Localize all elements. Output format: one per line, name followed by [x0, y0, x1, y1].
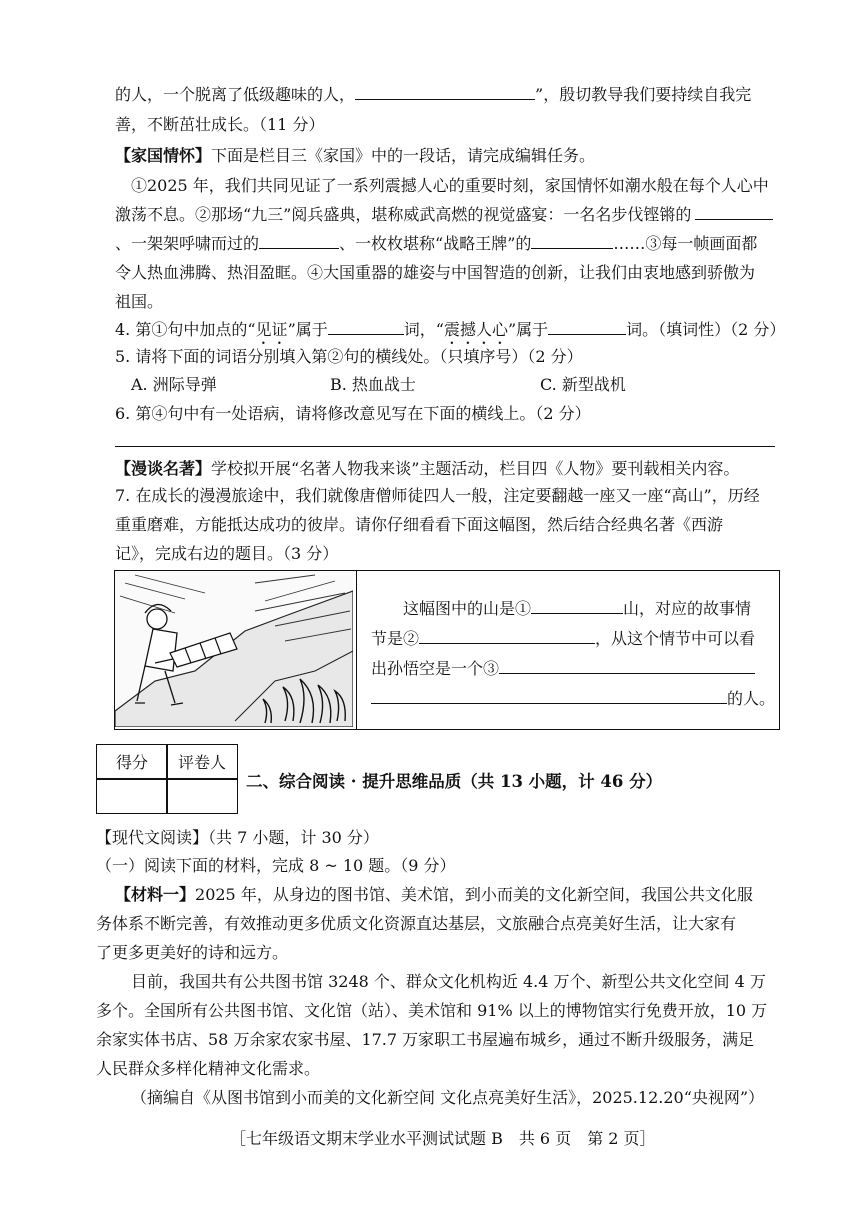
section-lead: 下面是栏目三《家国》中的一段话，请完成编辑任务。 — [211, 146, 596, 165]
para-text: 、一枚枚堪称“战略王牌”的 — [339, 234, 532, 253]
answer-blank[interactable] — [548, 318, 626, 335]
material-1-line-7: 人民群众多样化精神文化需求。 — [96, 1059, 321, 1078]
intro-line-2: 善，不断茁壮成长。（11 分） — [115, 115, 325, 134]
box-line-2 — [371, 627, 755, 651]
q-text: 词。（填词性）（2 分） — [626, 320, 786, 339]
answer-blank-2[interactable] — [419, 627, 595, 644]
question-7-line-3: 记》，完成右边的题目。（3 分） — [115, 544, 339, 563]
para-text: ……③每一帧画面都 — [613, 234, 758, 253]
material-1-source: （摘编自《从图书馆到小而美的文化新空间 文化点亮美好生活》，2025.12.20“央视网”） — [131, 1088, 765, 1107]
option-a: A. 洲际导弹 — [131, 375, 217, 394]
intro-text: ”，殷切教导我们要持续自我完 — [535, 85, 752, 104]
question-6: 6. 第④句中有一处语病，请将修改意见写在下面的横线上。（2 分） — [115, 404, 591, 423]
answer-blank-3[interactable] — [499, 657, 755, 674]
material-text: 2025 年，从身边的图书馆、美术馆，到小而美的文化新空间，我国公共文化服 — [195, 885, 753, 904]
q-text: 词，“ — [403, 320, 444, 339]
answer-blank[interactable] — [695, 203, 773, 220]
dotted-word: 震撼人心 — [443, 320, 508, 339]
jiaguo-para-1: ①2025 年，我们共同见证了一系列震撼人心的重要时刻，家国情怀如潮水般在每个人心中 — [131, 176, 769, 195]
q-text: 4. 第①句中加点的“ — [115, 320, 256, 339]
mantan-header — [115, 457, 739, 481]
material-1-line-6: 余家实体书店、58 万余家农家书屋、17.7 万家职工书屋遍布城乡，通过不断升级服务，满足 — [96, 1030, 755, 1049]
box-text: 山，对应的故事情 — [623, 599, 752, 618]
dotted-word: 见证 — [255, 320, 288, 339]
answer-blank-1[interactable] — [531, 597, 623, 614]
modern-reading-heading: 【现代文阅读】（共 7 小题，计 30 分） — [96, 828, 379, 847]
option-b: B. 热血战士 — [330, 375, 416, 394]
question-7-line-1: 7. 在成长的漫漫旅途中，我们就像唐僧师徒四人一般，注定要翻越一座又一座“高山”，历经 — [115, 486, 760, 505]
jiaguo-para-4: 令人热血沸腾、热泪盈眶。④大国重器的雄姿与中国智造的创新，让我们由衷地感到骄傲为 — [115, 263, 756, 282]
para-text: 、一架架呼啸而过的 — [115, 234, 260, 253]
section-2-title: 二、综合阅读 · 提升思维品质（共 13 小题，计 46 分） — [246, 772, 663, 791]
answer-blank-3-cont[interactable] — [371, 687, 727, 704]
page-footer: ［七年级语文期末学业水平测试试题 B 共 6 页 第 2 页］ — [230, 1129, 656, 1148]
box-text: ，从这个情节中可以看 — [595, 629, 756, 648]
answer-blank[interactable] — [355, 83, 535, 100]
jiaguo-para-5: 祖国。 — [115, 292, 164, 311]
jiaguo-para-2 — [115, 203, 773, 227]
jiaguo-header — [115, 144, 595, 168]
intro-line-1 — [115, 83, 751, 107]
box-line-3 — [371, 657, 755, 681]
answer-blank[interactable] — [259, 232, 339, 249]
section-lead: 学校拟开展“名著人物我来谈”主题活动，栏目四《人物》要刊载相关内容。 — [211, 459, 740, 478]
grader-cell[interactable] — [166, 778, 238, 814]
question-5: 5. 请将下面的词语分别填入第②句的横线处。（只填序号）（2 分） — [115, 347, 583, 366]
question-7-line-2: 重重磨难，方能抵达成功的彼岸。请你仔细看看下面这幅图，然后结合经典名著《西游 — [115, 515, 724, 534]
box-text: 这幅图中的山是① — [403, 599, 532, 618]
material-1-line-4: 目前，我国共有公共图书馆 3248 个、群众文化机构近 4.4 万个、新型公共文化空间 4 万 — [131, 972, 766, 991]
jiaguo-para-3 — [115, 232, 757, 256]
answer-blank[interactable] — [328, 318, 404, 335]
box-text: 的人。 — [727, 689, 776, 708]
score-cell[interactable] — [96, 778, 168, 814]
material-1-line-1 — [115, 883, 753, 907]
q-text: ”属于 — [287, 320, 328, 339]
option-c: C. 新型战机 — [540, 375, 626, 394]
section-heading: 【家国情怀】 — [115, 146, 212, 165]
question-7-box — [114, 570, 780, 730]
answer-blank[interactable] — [531, 232, 613, 249]
part-1-heading: （一）阅读下面的材料，完成 8 ~ 10 题。（9 分） — [96, 856, 456, 875]
monkey-king-illustration — [115, 571, 353, 727]
box-text: 节是② — [371, 629, 420, 648]
section-heading: 【漫谈名著】 — [115, 459, 212, 478]
grader-label: 评卷人 — [166, 744, 238, 780]
material-label: 【材料一】 — [115, 885, 196, 904]
box-text: 出孙悟空是一个③ — [371, 659, 500, 678]
illustration-panel — [115, 571, 357, 729]
answer-line[interactable] — [115, 446, 775, 447]
box-line-4 — [371, 687, 775, 711]
material-1-line-5: 多个。全国所有公共图书馆、文化馆（站）、美术馆和 91% 以上的博物馆实行免费开放，10 万 — [96, 1001, 768, 1020]
material-1-line-3: 了更多更美好的诗和远方。 — [96, 943, 289, 962]
para-text: 激荡不息。②那场“九三”阅兵盛典，堪称威武高燃的视觉盛宴：一名名步伐铿锵的 — [115, 205, 692, 224]
q-text: ”属于 — [507, 320, 549, 339]
intro-text: 的人，一个脱离了低级趣味的人， — [115, 85, 356, 104]
box-line-1 — [403, 597, 751, 621]
question-4 — [115, 318, 785, 348]
score-label: 得分 — [96, 744, 168, 780]
material-1-line-2: 务体系不断完善，有效推动更多优质文化资源直达基层，文旅融合点亮美好生活，让大家有 — [96, 914, 737, 933]
